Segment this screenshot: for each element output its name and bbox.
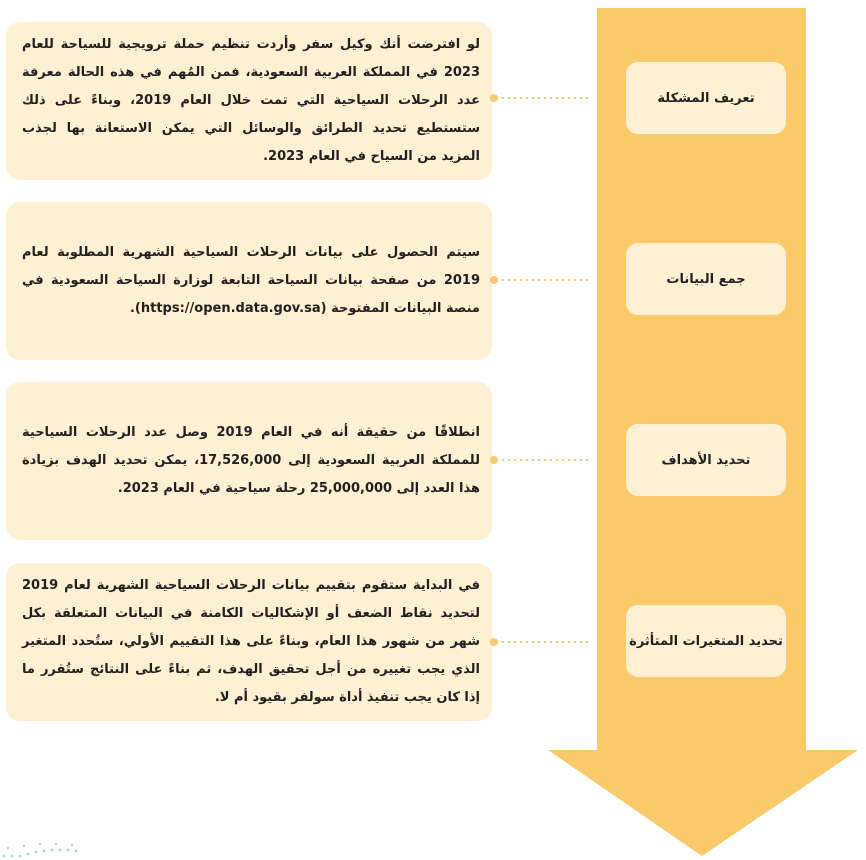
connector-dot [490,638,498,646]
step-1-description-card [6,22,492,180]
step-4-connector [494,638,592,646]
decorative-dots [0,842,100,860]
connector-dot [490,456,498,464]
step-3-description-card [6,382,492,540]
step-4-description: في البداية ستقوم بتقييم بيانات الرحلات السياحية الشهرية لعام 2019 لتحديد نقاط الضعف أو الإشكاليات الكامنة في البيانات المتعلقة بكل شهر من شهور هذا العام، وبناءً على هذا التقييم الأولي، ستُحدد المتغير الذي يجب تغييره من أجل تحقيق الهدف، ثم بناءً على النتائج ستُقرر ما إذا كان يجب تنفيذ أداة سولفر بقيود أم لا. [22,578,480,705]
connector-dotted-line [500,641,592,643]
step-4-label-box [626,605,786,677]
connector-dotted-line [500,97,592,99]
connector-dotted-line [500,279,592,281]
step-1-connector [494,94,592,102]
step-4-description-card [6,563,492,721]
step-3-label: تحديد الأهداف [661,452,751,468]
step-1-description: لو افترضت أنك وكيل سفر وأردت تنظيم حملة ترويجية للسياحة للعام 2023 في المملكة العربية السعودية، فمن المُهم في هذه الحالة معرفة عدد الرحلات السياحية التي تمت خلال العام 2019، وبناءً على ذلك ستستطيع تحديد الطرائق والوسائل التي يمكن الاستعانة بها لجذب المزيد من السياح في العام 2023. [22,37,481,164]
step-4-label: تحديد المتغيرات المتأثرة [629,633,783,649]
step-3-description: انطلاقًا من حقيقة أنه في العام 2019 وصل عدد الرحلات السياحية للمملكة العربية السعودية إلى 17,526,000، يمكن تحديد الهدف بزيادة هذا العدد إلى 25,000,000 رحلة سياحية في العام 2023. [22,425,480,496]
connector-dot [490,94,498,102]
step-2-label: جمع البيانات [666,271,746,287]
step-2-description: سيتم الحصول على بيانات الرحلات السياحية الشهرية المطلوبة لعام 2019 من صفحة بيانات السياحة التابعة لوزارة السياحة السعودية في منصة البيانات المفتوحة (https://open.data.gov.sa). [22,245,480,316]
step-1-label-box [626,62,786,134]
step-1-label: تعريف المشكلة [657,90,755,106]
connector-dot [490,276,498,284]
step-2-label-box [626,243,786,315]
connector-dotted-line [500,459,592,461]
step-3-label-box [626,424,786,496]
step-3-connector [494,456,592,464]
step-2-description-card [6,202,492,360]
step-2-connector [494,276,592,284]
